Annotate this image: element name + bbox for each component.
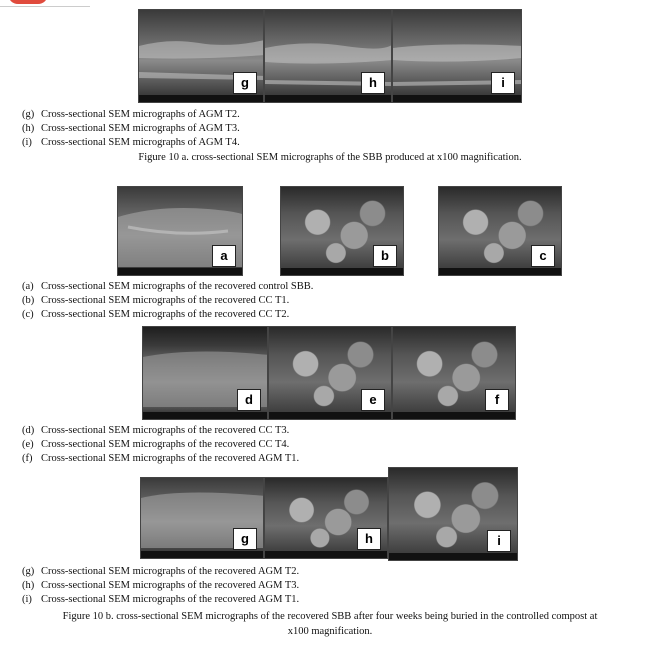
caption-b: (b) Cross-sectional SEM micrographs of the recovered CC T1.: [22, 295, 290, 306]
panel-label: g: [233, 528, 257, 550]
caption-f: (f) Cross-sectional SEM micrographs of the recovered AGM T1.: [22, 453, 300, 464]
sem-image-top-g: [138, 9, 264, 103]
figure-10b-caption-line1: Figure 10 b. cross-sectional SEM micrographs of the recovered SBB after four weeks being buried in the controlled compost at: [62, 611, 598, 622]
caption-top-g: (g) Cross-sectional SEM micrographs of AGM T2.: [22, 109, 240, 120]
caption-c: (c) Cross-sectional SEM micrographs of the recovered CC T2.: [22, 309, 290, 320]
journal-logo-fragment: [0, 0, 90, 7]
caption-d: (d) Cross-sectional SEM micrographs of the recovered CC T3.: [22, 425, 290, 436]
sem-image-recovered-g: [140, 477, 264, 559]
sem-image-b: [280, 186, 404, 276]
sem-image-top-i: [392, 9, 522, 103]
figure-10a-caption: Figure 10 a. cross-sectional SEM micrographs of the SBB produced at x100 magnification.: [138, 152, 522, 163]
sem-image-recovered-i: [388, 467, 518, 561]
caption-recovered-i: (i) Cross-sectional SEM micrographs of the recovered AGM T1.: [22, 594, 300, 605]
caption-recovered-h: (h) Cross-sectional SEM micrographs of the recovered AGM T3.: [22, 580, 300, 591]
panel-label: b: [373, 245, 397, 267]
panel-label: h: [357, 528, 381, 550]
sem-image-c: [438, 186, 562, 276]
panel-label: c: [531, 245, 555, 267]
sem-image-f: [392, 326, 516, 420]
panel-label: f: [485, 389, 509, 411]
sem-image-top-h: [264, 9, 392, 103]
sem-image-recovered-h: [264, 477, 388, 559]
panel-label: a: [212, 245, 236, 267]
sem-image-d: [142, 326, 268, 420]
caption-a: (a) Cross-sectional SEM micrographs of the recovered control SBB.: [22, 281, 314, 292]
caption-top-i: (i) Cross-sectional SEM micrographs of AGM T4.: [22, 137, 240, 148]
panel-label: g: [233, 72, 257, 94]
sem-image-a: [117, 186, 243, 276]
panel-label: e: [361, 389, 385, 411]
panel-label: i: [491, 72, 515, 94]
figure-10b-caption-line2: x100 magnification.: [287, 626, 373, 637]
sem-image-e: [268, 326, 392, 420]
caption-recovered-g: (g) Cross-sectional SEM micrographs of the recovered AGM T2.: [22, 566, 300, 577]
panel-label: d: [237, 389, 261, 411]
panel-label: i: [487, 530, 511, 552]
caption-top-h: (h) Cross-sectional SEM micrographs of AGM T3.: [22, 123, 240, 134]
caption-e: (e) Cross-sectional SEM micrographs of the recovered CC T4.: [22, 439, 290, 450]
panel-label: h: [361, 72, 385, 94]
